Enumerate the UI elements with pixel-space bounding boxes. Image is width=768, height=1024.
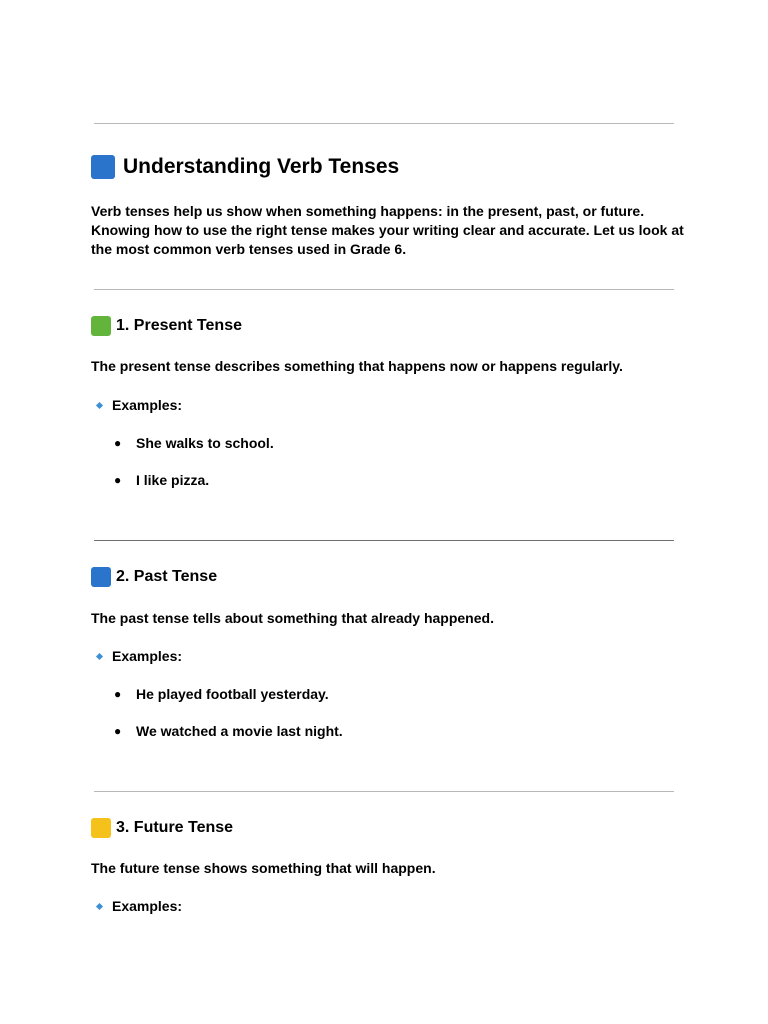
section-description: The future tense shows something that will happen.: [91, 860, 436, 876]
examples-label: [95, 647, 182, 665]
examples-label-text: Examples:: [112, 898, 183, 914]
bullet-icon: ●: [114, 687, 122, 701]
section-heading-text: 1. Present Tense: [116, 317, 242, 334]
list-item: [114, 434, 274, 452]
diamond-bullet-icon: [96, 902, 103, 909]
divider: [94, 540, 674, 541]
examples-label-text: Examples:: [112, 397, 183, 413]
bullet-icon: ●: [114, 473, 122, 487]
list-item-text: I like pizza.: [136, 472, 210, 488]
section-description: The present tense describes something that happens now or happens regularly.: [91, 358, 623, 374]
diamond-bullet-icon: [96, 401, 103, 408]
section-heading-future: [91, 817, 233, 839]
examples-label: [95, 897, 182, 915]
section-heading-past: [91, 566, 217, 588]
list-item: [114, 685, 329, 703]
list-item-text: She walks to school.: [136, 435, 274, 451]
section-heading-present: [91, 315, 242, 337]
intro-paragraph: Verb tenses help us show when something happens: in the present, past, or future. Knowing how to use the right tense makes your writing clear and accurate. Let us look at the most common verb tenses used in Grade 6.: [91, 203, 684, 257]
divider: [94, 123, 674, 124]
page-title: [91, 152, 399, 182]
page-title-text: Understanding Verb Tenses: [123, 155, 400, 178]
diamond-bullet-icon: [96, 652, 103, 659]
bullet-icon: ●: [114, 724, 122, 738]
yellow-square-icon: [91, 818, 111, 838]
section-heading-text: 3. Future Tense: [116, 819, 234, 836]
list-item: [114, 722, 343, 740]
divider: [94, 289, 674, 290]
section-description: The past tense tells about something that already happened.: [91, 610, 494, 626]
blue-square-icon: [91, 155, 115, 179]
list-item: [114, 471, 209, 489]
bullet-icon: ●: [114, 436, 122, 450]
green-square-icon: [91, 316, 111, 336]
list-item-text: We watched a movie last night.: [136, 723, 343, 739]
divider: [94, 791, 674, 792]
blue-square-icon: [91, 567, 111, 587]
section-heading-text: 2. Past Tense: [116, 568, 218, 585]
examples-label-text: Examples:: [112, 648, 183, 664]
examples-label: [95, 396, 182, 414]
list-item-text: He played football yesterday.: [136, 686, 329, 702]
